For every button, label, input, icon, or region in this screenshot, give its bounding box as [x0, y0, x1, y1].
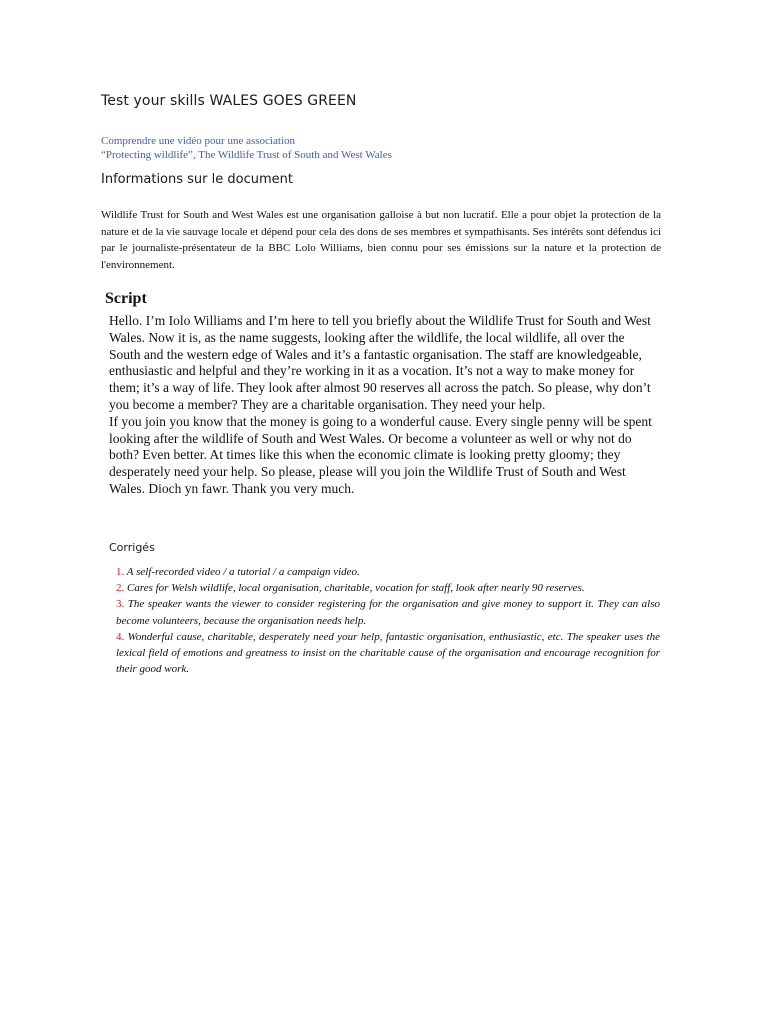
- answer-item: [116, 596, 660, 628]
- script-paragraph: Hello. I’m Iolo Williams and I’m here to tell you briefly about the Wildlife Trust for South and West Wales. Now it is, as the name suggests, looking after the wildlife, the local wildlife, all over the South and the western edge of Wales and it’s a fantastic organisation. The staff are knowledgeable, enthusiastic and helpful and they’re working in it as a vocation. It’s not a way to make money for them; it’s a way of life. They look after almost 90 reserves all across the patch. So please, why don’t you become a member? They are a charitable organisation. They need your help.: [109, 313, 651, 412]
- info-paragraph: Wildlife Trust for South and West Wales est une organisation galloise à but non lucratif. Elle a pour objet la protection de la nature et de la vie sauvage locale et dépend pour cela des dons de ses membres et sympathisants. Ses intérêts sont défendus ici par le journaliste-présentateur de la BBC Lolo Williams, bien connu pour ses émissions sur la nature et la protection de l'environnement.: [101, 209, 661, 271]
- script-body: [109, 313, 654, 498]
- subtitle-line: “Protecting wildlife”, The Wildlife Trust of South and West Wales: [101, 149, 392, 161]
- answer-text: Cares for Welsh wildlife, local organisation, charitable, vocation for staff, look after nearly 90 reserves.: [124, 582, 585, 595]
- answer-text: Wonderful cause, charitable, desperately need your help, fantastic organisation, enthusiastic, etc. The speaker uses the lexical field of emotions and greatness to insist on the charitable cause of the organisation and encourage recognition for their good work.: [116, 630, 660, 676]
- script-paragraph: If you join you know that the money is going to a wonderful cause. Every single penny will be spent looking after the wildlife of South and West Wales. Or become a volunteer as well or why not do both? Even better. At times like this when the economic climate is looking pretty gloomy; they desperately need your help. So please, please will you join the Wildlife Trust of South and West Wales. Dioch yn fawr. Thank you very much.: [109, 413, 652, 496]
- answer-number: 2.: [116, 582, 125, 595]
- answers-list: [116, 564, 660, 677]
- document-title: Test your skills WALES GOES GREEN: [101, 93, 357, 109]
- subtitle-line: Comprendre une vidéo pour une association: [101, 135, 295, 147]
- answer-number: 1.: [116, 566, 125, 578]
- answer-number: 3.: [116, 598, 125, 611]
- answer-text: The speaker wants the viewer to consider registering for the organisation and give money to support it. They can also become volunteers, because the organisation needs help.: [116, 598, 660, 627]
- answer-text: A self-recorded video / a tutorial / a campaign video.: [124, 566, 360, 578]
- info-heading: Informations sur le document: [101, 172, 293, 187]
- answer-item: [116, 564, 660, 580]
- answer-item: [116, 580, 660, 596]
- answer-number: 4.: [116, 630, 125, 643]
- answer-item: [116, 629, 660, 678]
- document-subtitle: [101, 134, 661, 162]
- corriges-heading: Corrigés: [109, 541, 155, 554]
- script-heading: Script: [105, 290, 147, 307]
